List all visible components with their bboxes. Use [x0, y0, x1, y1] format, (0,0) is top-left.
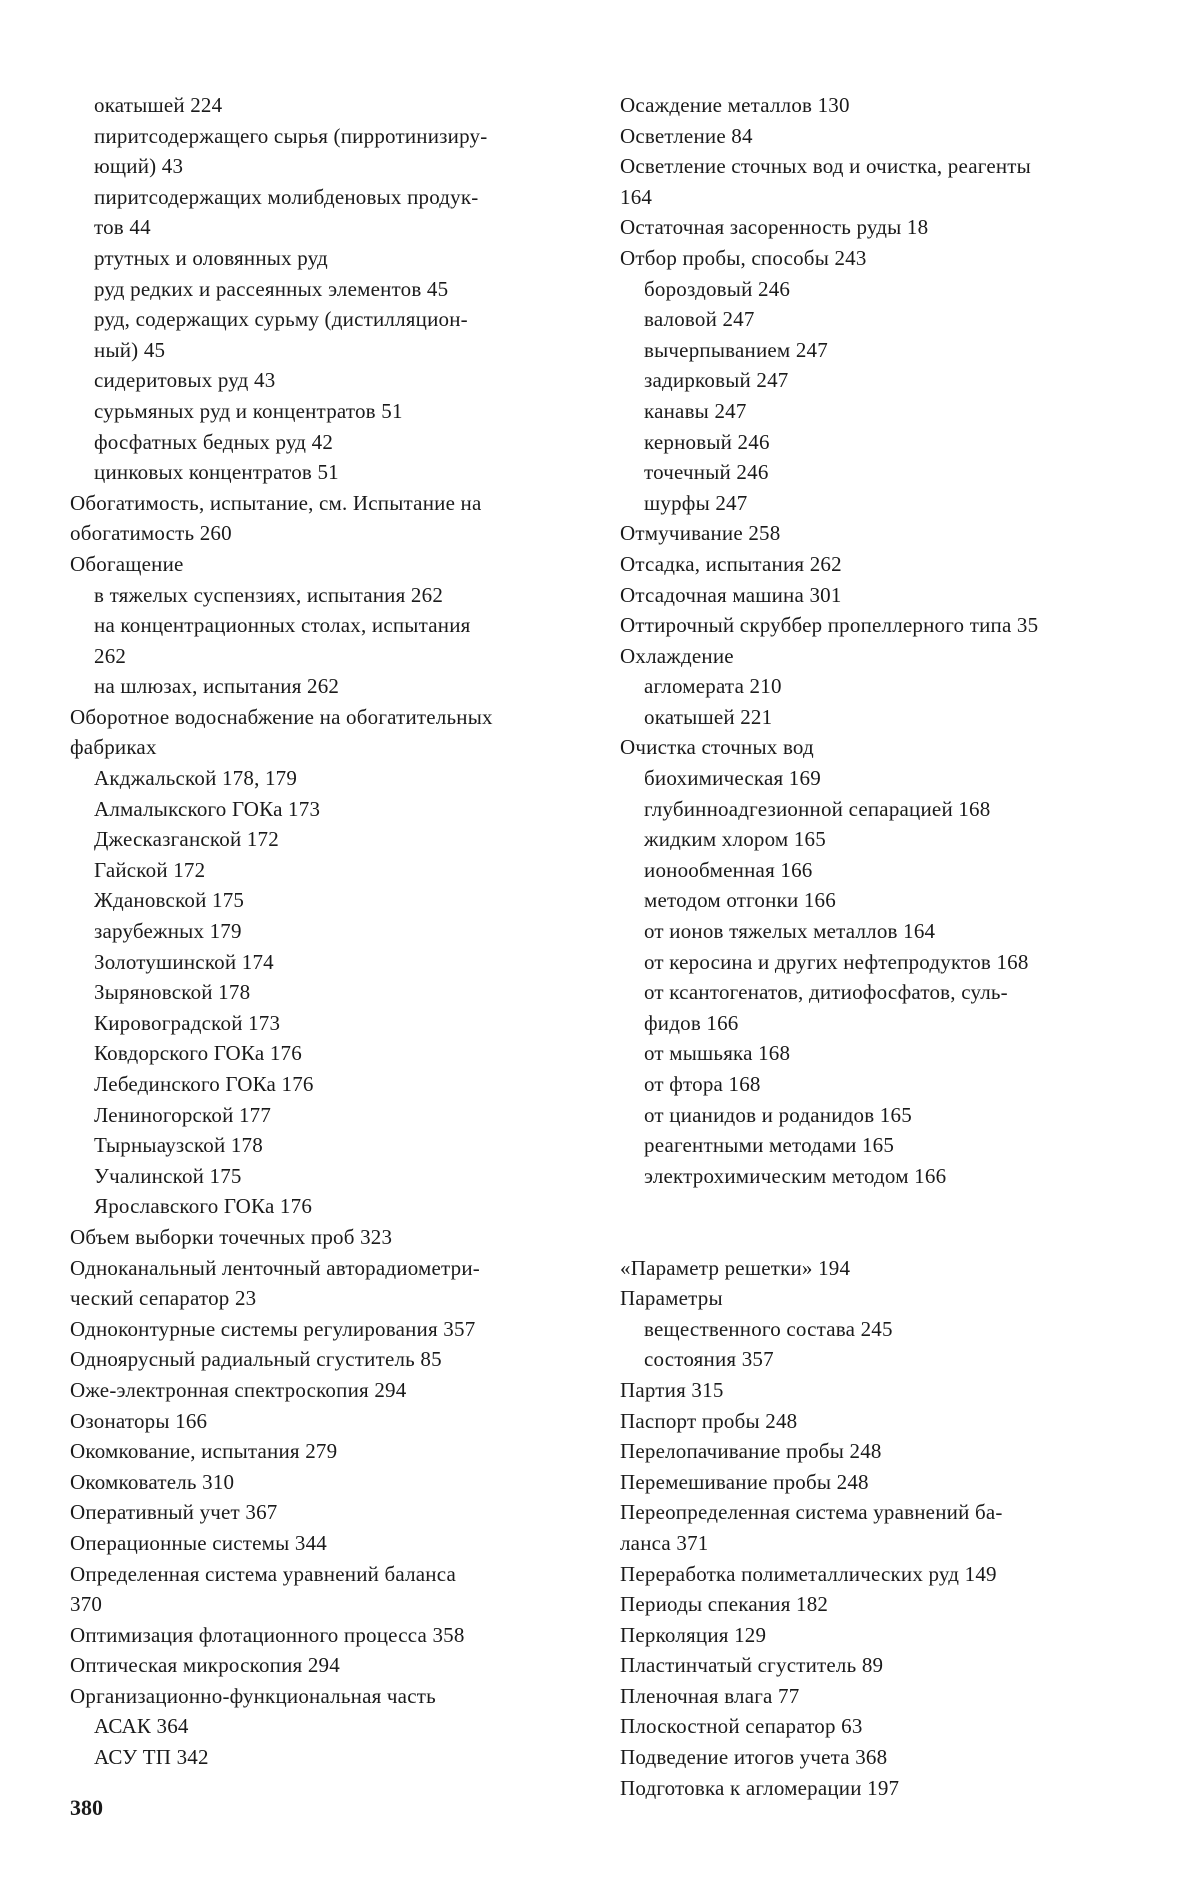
index-subentry: на концентрационных столах, испытания — [94, 613, 471, 638]
index-entry: 164 — [620, 184, 653, 209]
index-subentry: от ионов тяжелых металлов 164 — [644, 919, 936, 944]
index-entry: Охлаждение — [620, 643, 734, 668]
index-entry: Определенная система уравнений баланса — [70, 1561, 457, 1586]
index-entry: Обогащение — [70, 551, 184, 576]
index-subentry: агломерата 210 — [644, 674, 782, 699]
index-subentry: канавы 247 — [644, 398, 747, 423]
index-subentry: задирковый 247 — [644, 368, 789, 393]
index-subentry: пиритсодержащих молибденовых продук- — [94, 184, 479, 209]
index-subentry: ющий) 43 — [94, 154, 184, 179]
index-entry: 370 — [70, 1592, 103, 1617]
index-entry: Остаточная засоренность руды 18 — [620, 215, 929, 240]
index-subentry: ный) 45 — [94, 337, 166, 362]
index-subentry: Лебединского ГОКа 176 — [94, 1072, 314, 1096]
index-subentry: Ярославского ГОКа 176 — [94, 1194, 313, 1219]
index-entry: ческий сепаратор 23 — [70, 1286, 257, 1311]
index-entry: Периоды спекания 182 — [620, 1592, 829, 1617]
index-spacer — [620, 1222, 1140, 1253]
index-entry: Операционные системы 344 — [70, 1530, 328, 1555]
index-entry: Обогатимость, испытание, см. Испытание на — [70, 490, 482, 515]
index-subentry: жидким хлором 165 — [644, 827, 826, 852]
index-subentry: состояния 357 — [644, 1347, 774, 1372]
index-entry: Пластинчатый сгуститель 89 — [620, 1653, 884, 1678]
index-subentry: тов 44 — [94, 215, 151, 240]
index-entry: «Параметр решетки» 194 — [620, 1255, 851, 1280]
page-number: 380 — [70, 1795, 103, 1820]
index-subentry: окатышей 221 — [644, 704, 773, 729]
index-entry: Оборотное водоснабжение на обогатительных — [70, 704, 493, 729]
index-entry: Очистка сточных вод — [620, 735, 814, 760]
index-subentry: вычерпыванием 247 — [644, 337, 828, 362]
index-subentry: Золотушинской 174 — [94, 949, 274, 974]
index-entry: Перелопачивание пробы 248 — [620, 1439, 882, 1464]
index-entry: Переработка полиметаллических руд 149 — [620, 1561, 997, 1586]
index-entry: ланса 371 — [620, 1530, 709, 1555]
index-subentry: фидов 166 — [644, 1010, 739, 1035]
index-subentry: АСУ ТП 342 — [94, 1745, 209, 1770]
index-subentry: цинковых концентратов 51 — [94, 460, 339, 485]
index-subentry: от цианидов и роданидов 165 — [644, 1102, 912, 1127]
index-entry: Перемешивание пробы 248 — [620, 1469, 869, 1494]
index-subentry: Тырныаузской 178 — [94, 1133, 263, 1158]
index-entry: Перколяция 129 — [620, 1622, 767, 1647]
index-subentry: электрохимическим методом 166 — [644, 1163, 947, 1188]
index-entry: Оптическая микроскопия 294 — [70, 1653, 340, 1678]
index-subentry: Лениногорской 177 — [94, 1102, 272, 1127]
index-entry: Пленочная влага 77 — [620, 1683, 800, 1708]
index-subentry: от мышьяка 168 — [644, 1041, 791, 1066]
index-subentry: 262 — [94, 643, 127, 668]
index-subentry: Ковдорского ГОКа 176 — [94, 1041, 302, 1066]
index-subentry: от керосина и других нефтепродуктов 168 — [644, 949, 1029, 974]
index-subentry: сидеритовых руд 43 — [94, 368, 276, 393]
index-subentry: зарубежных 179 — [94, 919, 242, 944]
index-subentry: сурьмяных руд и концентратов 51 — [94, 398, 403, 423]
index-entry: Окомкование, испытания 279 — [70, 1439, 338, 1464]
index-subentry: методом отгонки 166 — [644, 888, 836, 913]
index-subentry: пиритсодержащего сырья (пирротинизиру- — [94, 123, 488, 148]
index-subentry: Алмалыкского ГОКа 173 — [94, 796, 321, 821]
index-entry: Одноярусный радиальный сгуститель 85 — [70, 1347, 442, 1372]
index-subentry: глубинноадгезионной сепарацией 168 — [644, 796, 991, 821]
index-entry: Отсадочная машина 301 — [620, 582, 842, 607]
index-entry: Одноконтурные системы регулирования 357 — [70, 1316, 476, 1341]
index-entry: Одноканальный ленточный авторадиометри- — [70, 1255, 480, 1280]
index-subentry: Акджальской 178, 179 — [94, 766, 298, 791]
index-entry: Партия 315 — [620, 1377, 724, 1402]
index-entry: Подготовка к агломерации 197 — [620, 1775, 900, 1800]
index-subentry: Зыряновской 178 — [94, 980, 251, 1005]
index-subentry: бороздовый 246 — [644, 276, 791, 301]
index-entry: Осветление 84 — [620, 123, 753, 148]
index-subentry: от фтора 168 — [644, 1072, 761, 1096]
index-subentry: ионообменная 166 — [644, 857, 813, 882]
index-entry: Параметры — [620, 1286, 723, 1311]
index-subentry: Гайской 172 — [94, 857, 206, 882]
index-subentry: точечный 246 — [644, 460, 769, 485]
index-subentry: Джесказганской 172 — [94, 827, 279, 852]
index-subentry: биохимическая 169 — [644, 766, 821, 791]
index-entry: Озонаторы 166 — [70, 1408, 208, 1433]
index-entry: Отмучивание 258 — [620, 521, 781, 546]
index-entry: Переопределенная система уравнений ба- — [620, 1500, 1003, 1525]
index-entry: Окомкователь 310 — [70, 1469, 235, 1494]
index-entry: Отбор пробы, способы 243 — [620, 245, 867, 270]
index-spacer — [620, 1191, 1140, 1222]
index-subentry: АСАК 364 — [94, 1714, 189, 1739]
index-entry: Оперативный учет 367 — [70, 1500, 278, 1525]
index-subentry: Кировоградской 173 — [94, 1010, 281, 1035]
index-entry: Осаждение металлов 130 — [620, 93, 850, 117]
index-entry: Оптимизация флотационного процесса 358 — [70, 1622, 465, 1647]
index-subentry: валовой 247 — [644, 307, 755, 332]
index-entry: обогатимость 260 — [70, 521, 232, 546]
index-entry: Осветление сточных вод и очистка, реагенты — [620, 154, 1031, 179]
index-subentry: руд, содержащих сурьму (дистилляцион- — [94, 307, 468, 332]
index-entry: Оже-электронная спектроскопия 294 — [70, 1377, 407, 1402]
index-subentry: в тяжелых суспензиях, испытания 262 — [94, 582, 444, 607]
index-subentry: Учалинской 175 — [94, 1163, 242, 1188]
index-subentry: реагентными методами 165 — [644, 1133, 895, 1158]
index-subentry: Ждановской 175 — [94, 888, 245, 913]
index-entry: Отсадка, испытания 262 — [620, 551, 842, 576]
index-subentry: фосфатных бедных руд 42 — [94, 429, 334, 454]
index-entry: Оттирочный скруббер пропеллерного типа 35 — [620, 613, 1039, 638]
index-entry: Плоскостной сепаратор 63 — [620, 1714, 863, 1739]
index-entry: Подведение итогов учета 368 — [620, 1745, 888, 1770]
index-column-left — [70, 90, 590, 1773]
index-entry: Организационно-функциональная часть — [70, 1683, 436, 1708]
index-subentry: вещественного состава 245 — [644, 1316, 893, 1341]
index-subentry: шурфы 247 — [644, 490, 748, 515]
index-entry: Паспорт пробы 248 — [620, 1408, 798, 1433]
index-subentry: керновый 246 — [644, 429, 770, 454]
index-subentry: руд редких и рассеянных элементов 45 — [94, 276, 449, 301]
index-entry: Объем выборки точечных проб 323 — [70, 1224, 393, 1249]
index-subentry: на шлюзах, испытания 262 — [94, 674, 340, 699]
index-entry: фабриках — [70, 735, 157, 760]
index-column-right — [620, 90, 1140, 1803]
index-subentry: ртутных и оловянных руд — [94, 245, 328, 270]
index-subentry: окатышей 224 — [94, 93, 223, 117]
index-subentry: от ксантогенатов, дитиофосфатов, суль- — [644, 980, 1008, 1005]
